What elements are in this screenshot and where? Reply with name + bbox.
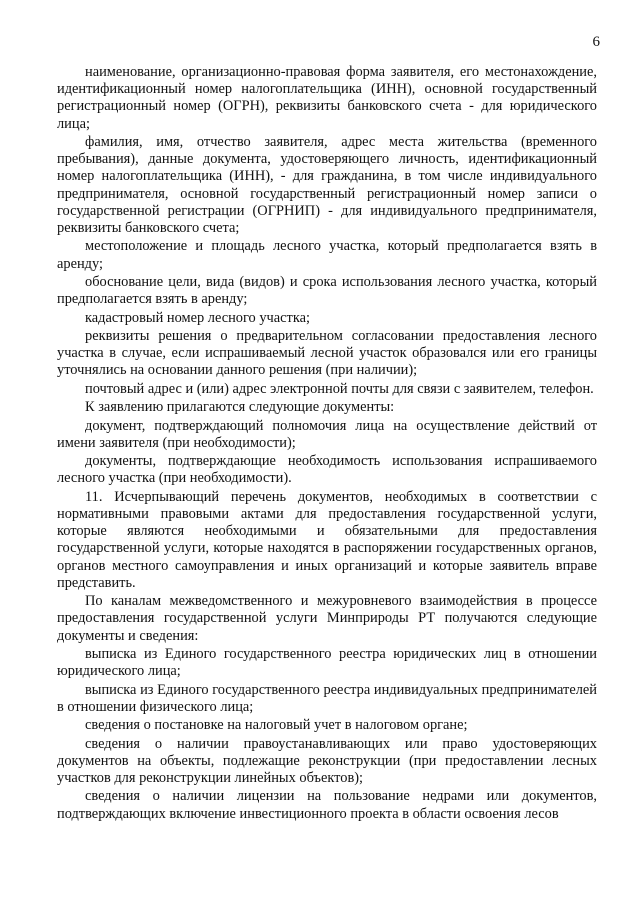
paragraph-subsoil-license: сведения о наличии лицензии на пользование недрами или документов, подтверждающих включение инвестиционного проекта в области освоения лесов xyxy=(57,788,597,822)
paragraph-necessity-documents: документы, подтверждающие необходимость использования испрашиваемого лесного участка (при необходимости). xyxy=(57,453,597,487)
document-body xyxy=(57,64,597,824)
paragraph-contact-address: почтовый адрес и (или) адрес электронной почты для связи с заявителем, телефон. xyxy=(85,380,594,397)
paragraph-approval-decision: реквизиты решения о предварительном согласовании предоставления лесного участка в случае, если испрашиваемый лесной участок образовался или его границы уточнялись на основании данного решения (при наличии); xyxy=(57,327,597,379)
paragraph-use-justification: обоснование цели, вида (видов) и срока использования лесного участка, который предполагается взять в аренду; xyxy=(57,274,597,308)
paragraph-plot-location: местоположение и площадь лесного участка, который предполагается взять в аренду; xyxy=(57,238,597,272)
paragraph-section-11: 11. Исчерпывающий перечень документов, необходимых в соответствии с нормативными правовыми актами для предоставления государственной услуги, которые являются необходимыми и обязательными для предоставления государственной услуги, которые находятся в распоряжении государственных органов, органов местного самоуправления и иных организаций и которые заявитель вправе представить. xyxy=(57,488,597,591)
paragraph-interagency-channels: По каналам межведомственного и межуровневого взаимодействия в процессе предоставления государственной услуги Минприроды РТ получаются следующие документы и сведения: xyxy=(57,593,597,644)
paragraph-tax-registration: сведения о постановке на налоговый учет в налоговом органе; xyxy=(85,717,468,734)
paragraph-attachments-heading: К заявлению прилагаются следующие документы: xyxy=(85,399,395,416)
page-number: 6 xyxy=(592,34,600,50)
paragraph-title-documents: сведения о наличии правоустанавливающих или право удостоверяющих документов на объекты, подлежащие реконструкции (при предоставлении лесных участков для реконструкции линейных объектов); xyxy=(57,735,597,786)
paragraph-egrip-extract: выписка из Единого государственного реестра индивидуальных предпринимателей в отношении физического лица; xyxy=(57,681,597,715)
paragraph-authority-document: документ, подтверждающий полномочия лица на осуществление действий от имени заявителя (при необходимости); xyxy=(57,417,597,451)
paragraph-legal-entity-details: наименование, организационно-правовая форма заявителя, его местонахождение, идентификационный номер налогоплательщика (ИНН), основной государственный регистрационный номер (ОГРН), реквизиты банковского счета - для юридического лица; xyxy=(57,64,597,132)
paragraph-citizen-details: фамилия, имя, отчество заявителя, адрес места жительства (временного пребывания), данные документа, удостоверяющего личность, идентификационный номер налогоплательщика (ИНН), - для гражданина, в том числе индивидуального предпринимателя, основной государственный регистрационный номер записи о государственной регистрации (ОГРНИП) - для индивидуального предпринимателя, реквизиты банковского счета; xyxy=(57,134,597,237)
paragraph-egrul-extract: выписка из Единого государственного реестра юридических лиц в отношении юридического лица; xyxy=(57,645,597,680)
paragraph-cadastral-number: кадастровый номер лесного участка; xyxy=(85,309,310,326)
